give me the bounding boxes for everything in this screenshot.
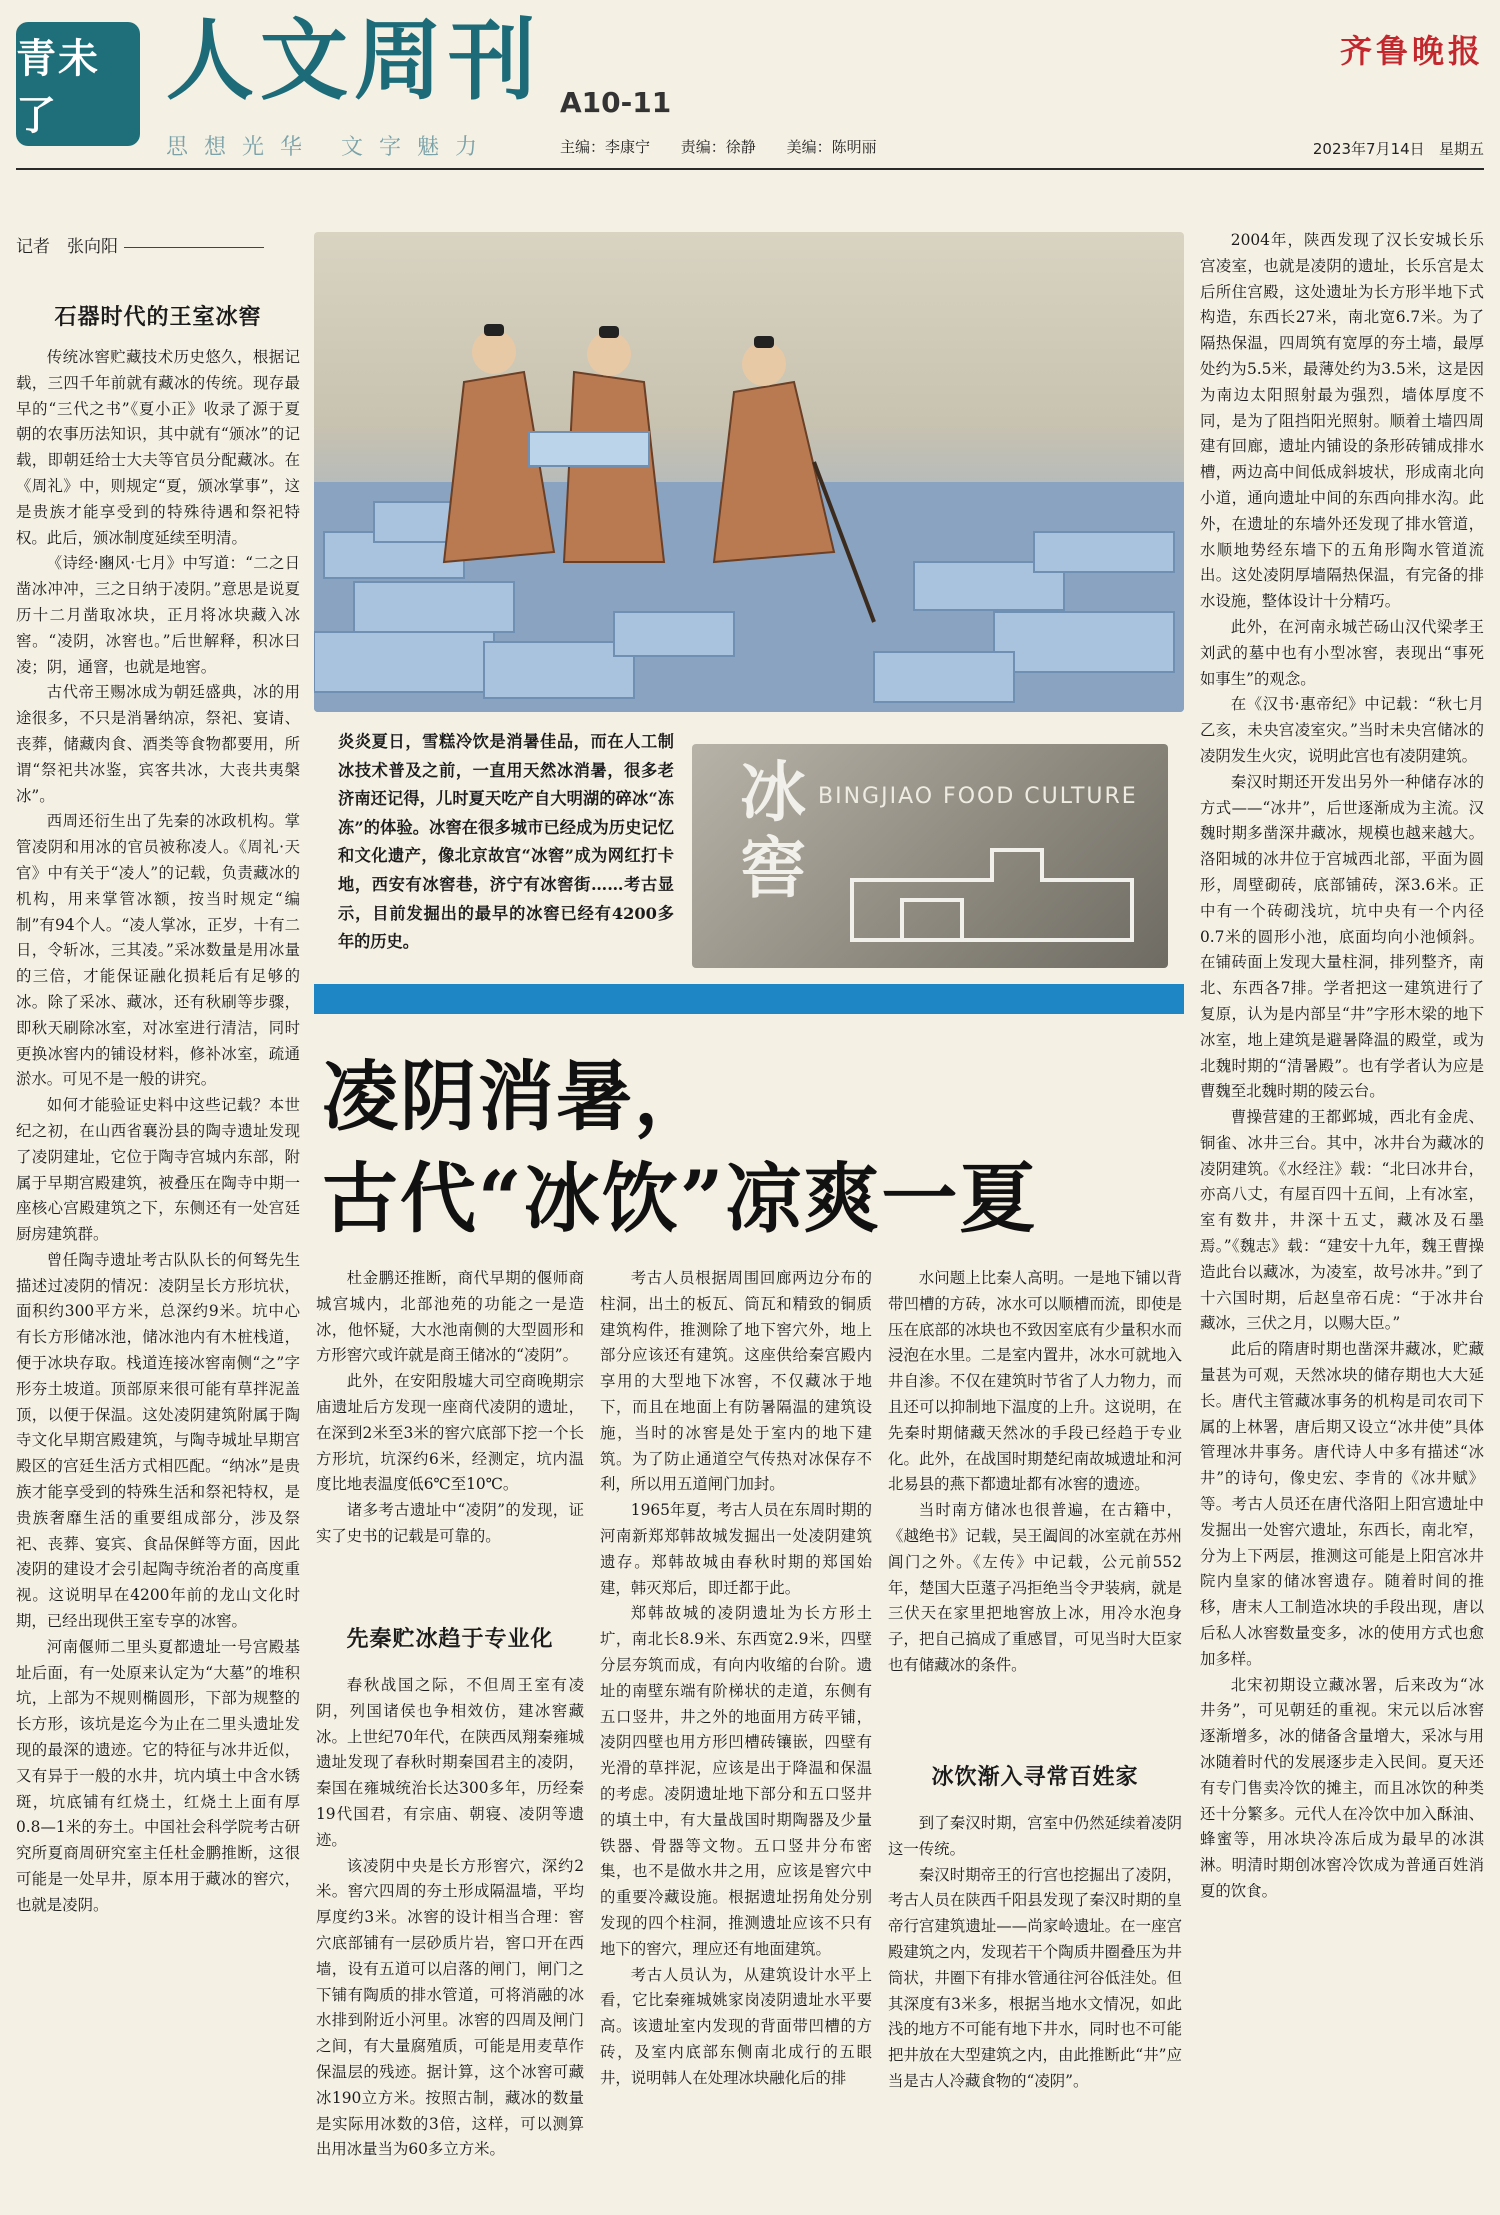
column-2-body — [316, 1266, 584, 1588]
editor-credits — [560, 136, 903, 157]
column-2 — [316, 1266, 584, 2215]
paragraph: 该凌阴中央是长方形窖穴，深约2米。窖穴四周的夯土形成隔温墙，平均厚度约3米。冰窖的设计相当合理：窖穴底部铺有一层砂质片岩，窖口开在西墙，设有五道可以启落的闸门，闸门之下铺有陶质的排水管道，可将消融的冰水排到附近小河里。冰窖的四周及闸门之间，有大量腐殖质，可能是用麦草作保温层的残迹。据计算，这个冰窖可藏冰190立方米。按照古制，藏冰的数量是实际用冰数的3倍，这样，可以测算出用冰量当为60多立方米。 — [316, 1856, 584, 2159]
issue-number: A10-11 — [560, 86, 672, 119]
column-1 — [16, 300, 300, 2205]
sign-chinese-text: 冰窖 — [740, 753, 806, 907]
column-3 — [600, 1266, 872, 2186]
column-3-body — [600, 1266, 872, 2186]
decorative-blue-bar — [314, 984, 1184, 1014]
column-4 — [888, 1266, 1182, 2171]
paragraph: 2004年，陕西发现了汉长安城长乐宫凌室，也就是凌阴的遗址，长乐宫是太后所住宫殿，这处遗址为长方形半地下式构造，东西长27米，南北宽6.7米。为了隔热保温，四周筑有宽厚的夯土墙，最厚处约为5.5米，最薄处约为3.5米，这是因为南边太阳照射最为强烈，墙体厚度不同，是为了阻挡阳光照射。顺着土墙四周建有回廊，遗址内铺设的条形砖铺成排水槽，两边高中间低成斜坡状，形成南北向小道，通向遗址中间的东西向排水沟。此外，在遗址的东墙外还发现了排水管道，水顺地势经东墙下的五角形陶水管道流出。这处凌阴厚墙隔热保温，有完备的排水设施，整体设计十分精巧。 — [1200, 231, 1484, 611]
column-5-body — [1200, 228, 1484, 2186]
paragraph: 此后的隋唐时期也凿深井藏冰，贮藏量甚为可观，天然冰块的储存期也大大延长。唐代主管藏冰事务的机构是司农司下属的上林署，唐后期又设立“冰井使”具体管理冰井事务。唐代诗人中多有描述“冰井”的诗句，像史宏、李肯的《冰井赋》等。考古人员还在唐代洛阳上阳宫遗址中发掘出一处窖穴遗址，东西长，南北窄，分为上下两层，推测这可能是上阳宫冰井院内皇家的储冰窖遗存。随着时间的推移，唐末人工制造冰块的手段出现，唐以后私人冰窖数量变多，冰的使用方式也愈加多样。 — [1200, 1340, 1484, 1668]
paragraph: 北宋初期设立藏冰署，后来改为“冰井务”，可见朝廷的重视。宋元以后冰窖逐渐增多，冰的储备含量增大，采冰与用冰随着时代的发展逐步走入民间。夏天还有专门售卖冷饮的摊主，而且冰饮的种类还十分繁多。元代人在冷饮中加入酥油、蜂蜜等，用冰块冷冻后成为最早的冰淇淋。明清时期创冰窖冷饮成为普通百姓消夏的饮食。 — [1200, 1675, 1484, 1900]
paragraph: 水问题上比秦人高明。一是地下铺以背带凹槽的方砖，冰水可以顺槽而流，即使是压在底部的冰块也不致因室底有少量积水而浸泡在水里。二是室内置井，冰水可就地入井自渗。不仅在建筑时节省了人力物力，而且还可以抑制地下温度的上升。这说明，在先秦时期储藏天然冰的手段已经趋于专业化。此外，在战国时期楚纪南故城遗址和河北易县的燕下都遗址都有冰窖的遗迹。 — [888, 1269, 1182, 1494]
subhead-commoners: 冰饮渐入寻常百姓家 — [931, 1764, 1139, 1790]
dateline — [1313, 138, 1484, 159]
paragraph: 1965年夏，考古人员在东周时期的河南新郑郑韩故城发掘出一处凌阴建筑遗存。郑韩故城由春秋时期的郑国始建，韩灭郑后，即迁都于此。 — [600, 1501, 872, 1597]
paragraph: 考古人员根据周围回廊两边分布的柱洞，出土的板瓦、筒瓦和精致的铜质建筑构件，推测除了地下窖穴外，地上部分应该还有建筑。这座供给秦宫殿内享用的大型地下冰窖，不仅藏冰于地下，而且在地面上有防暑隔温的建筑设施，当时的冰窖是处于室内的地下建筑。为了防止通道空气传热对冰保存不利，所以用五道闸门加封。 — [600, 1269, 872, 1494]
column-4-body-b — [888, 1811, 1182, 2171]
page-title: 人文周刊 — [166, 8, 543, 112]
sign-building-outline — [842, 840, 1142, 950]
byline — [16, 232, 264, 257]
art-editor: 美编：陈明丽 — [786, 138, 877, 156]
paragraph: 此外，在安阳殷墟大司空商晚期宗庙遗址后方发现一座商代凌阴的遗址，在深到2米至3米的窖穴底部下挖一个长方形坑，坑深约6米，经测定，坑内温度比地表温度低6℃至10℃。 — [316, 1372, 584, 1494]
column-2-body-b — [316, 1673, 584, 2215]
paragraph: 如何才能验证史料中这些记载？本世纪之初，在山西省襄汾县的陶寺遗址发现了凌阴建址，它位于陶寺宫城内东部，附属于早期宫殿建筑，被叠压在陶寺中期一座核心宫殿建筑之下，东侧还有一处宫廷厨房建筑群。 — [16, 1096, 300, 1244]
ice-cellar-sign-photo — [692, 744, 1168, 968]
column-4-body — [888, 1266, 1182, 1736]
paragraph: 秦汉时期还开发出另外一种储存冰的方式——“冰井”，后世逐渐成为主流。汉魏时期多凿深井藏冰，规模也越来越大。洛阳城的冰井位于宫城西北部，平面为圆形，周壁砌砖，底部铺砖，深3.6米。正中有一个砖砌浅坑，坑中央有一个内径0.7米的圆形小池，底面均向小池倾斜。在铺砖面上发现大量柱洞，排列整齐，南北、东西各7排。学者把这一建筑进行了复原，认为是内部呈“井”字形木梁的地下冰室，地上建筑是避暑降温的殿堂，或为北魏时期的“清暑殿”。也有学者认为应是曹魏至北魏时期的陵云台。 — [1200, 772, 1484, 1101]
hero-illustration — [314, 232, 1184, 712]
paragraph: 传统冰窖贮藏技术历史悠久，根据记载，三四千年前就有藏冰的传统。现存最早的“三代之书”《夏小正》收录了源于夏朝的农事历法知识，其中就有“颁冰”的记载，即朝廷给士大夫等官员分配藏冰。在《周礼》中，则规定“夏，颁冰掌事”，这是贵族才能享受到的特殊待遇和祭祀特权。此后，颁冰制度延续至明清。 — [16, 348, 300, 547]
paragraph: 曾任陶寺遗址考古队队长的何驽先生描述过凌阴的情况：凌阴呈长方形坑状，面积约300平方米，总深约9米。坑中心有长方形储冰池，储冰池内有木桩栈道，便于冰块存取。栈道连接冰窖南侧“之”字形夯土坡道。顶部原来很可能有草拌泥盖顶，以便于保温。这处凌阴建筑附属于陶寺文化早期宫殿建筑，与陶寺城址早期宫殿区的宫廷生活方式相匹配。“纳冰”是贵族才能享受到的特殊生活和祭祀特权，是贵族奢靡生活的重要组成部分，涉及祭祀、丧葬、宴宾、食品保鲜等方面，因此凌阴的建设才会引起陶寺统治者的高度重视。这说明早在4200年前的龙山文化时期，已经出现供王室专享的冰窖。 — [16, 1250, 300, 1631]
newspaper-brand: 齐鲁晚报 — [1339, 32, 1484, 70]
headline-line-1: 凌阴消暑， — [322, 1052, 712, 1141]
paragraph: 西周还衍生出了先秦的冰政机构。掌管凌阴和用冰的官员被称凌人。《周礼·天官》中有关于“凌人”的记载，负责藏冰的机构，用来掌管冰额，按当时规定“编制”有94个人。“凌人掌冰，正岁，十有二日，令斩冰，三其凌。”采冰数量是用冰量的三倍，才能保证融化损耗后有足够的冰。除了采冰、藏冰，还有秋刷等步骤，即秋天刷除冰室，对冰室进行清洁，同时更换冰窖内的铺设材料，修补冰室，疏通淤水。可见不是一般的讲究。 — [16, 812, 300, 1089]
paragraph: 河南偃师二里头夏都遗址一号宫殿基址后面，有一处原来认定为“大墓”的堆积坑，上部为不规则椭圆形，下部为规整的长方形，该坑是迄今为止在二里头遗址发现的最深的遗迹。它的特征与冰井近似，又有异于一般的水井，坑内填土中含水锈斑，坑底铺有红烧土，红烧土上面有厚0.8—1米的夯土。中国社会科学院考古研究所夏商周研究室主任杜金鹏推断，这很可能是一处早井，原本用于藏冰的窖穴，也就是凌阴。 — [16, 1637, 300, 1914]
column-1-body — [16, 345, 300, 2205]
logo-text: 青未了 — [16, 35, 100, 139]
headline-line-2: 古代“冰饮”凉爽一夏 — [322, 1154, 1038, 1243]
responsible-editor: 责编：徐静 — [680, 138, 756, 156]
paragraph: 杜金鹏还推断，商代早期的偃师商城宫城内，北部池苑的功能之一是造冰，他怀疑，大水池南侧的大型圆形和方形窖穴或许就是商王储冰的“凌阴”。 — [316, 1269, 584, 1365]
paragraph: 春秋战国之际，不但周王室有凌阴，列国诸侯也争相效仿，建冰窖藏冰。上世纪70年代，在陕西凤翔秦雍城遗址发现了春秋时期秦国君主的凌阴，秦国在雍城统治长达300多年，历经秦19代国君，有宗庙、朝寝、凌阴等遗迹。 — [316, 1676, 584, 1849]
slogan: 思想光华 文字魅力 — [166, 135, 493, 160]
paragraph: 《诗经·豳风·七月》中写道：“二之日凿冰冲冲，三之日纳于凌阴。”意思是说夏历十二月凿取冰块，正月将冰块藏入冰窖。“凌阴，冰窖也。”后世解释，积冰曰凌；阴，通窨，也就是地窖。 — [16, 554, 300, 676]
reporter-name: 记者 张向阳 — [16, 237, 118, 257]
sign-english-text: BINGJIAO FOOD CULTURE — [818, 784, 1138, 809]
paragraph: 古代帝王赐冰成为朝廷盛典，冰的用途很多，不只是消暑纳凉，祭祀、宴请、丧葬，储藏肉食、酒类等食物都要用，所谓“祭祀共冰鉴，宾客共冰，大丧共夷槃冰”。 — [16, 683, 300, 805]
weekday: 星期五 — [1438, 140, 1484, 158]
subhead-pre-qin: 先秦贮冰趋于专业化 — [346, 1626, 554, 1652]
subhead-stone-age: 石器时代的王室冰窖 — [54, 304, 262, 330]
paragraph: 曹操营建的王都邺城，西北有金虎、铜雀、冰井三台。其中，冰井台为藏冰的凌阴建筑。《水经注》载：“北曰冰井台，亦高八丈，有屋百四十五间，上有冰室，室有数井，井深十五丈，藏冰及石墨焉。”《魏志》载：“建安十九年，魏王曹操造此台以藏冰，为凌室，故号冰井。”到了十六国时期，后赵皇帝石虎：“于冰井台藏冰，三伏之月，以赐大臣。” — [1200, 1108, 1484, 1333]
paragraph: 在《汉书·惠帝纪》中记载：“秋七月乙亥，未央宫凌室灾。”当时未央宫储冰的凌阴发生火灾，说明此宫也有凌阴建筑。 — [1200, 695, 1484, 765]
header-divider — [16, 168, 1484, 170]
paragraph: 郑韩故城的凌阴遗址为长方形土圹，南北长8.9米、东西宽2.9米，四壁分层夯筑而成，有向内收缩的台阶。遗址的南壁东端有阶梯状的走道，东侧有五口竖井，井之外的地面用方砖平铺，凌阴四壁也用方形凹槽砖镶嵌，四壁有光滑的草拌泥，应该是出于降温和保温的考虑。凌阴遗址地下部分和五口竖井的填土中，有大量战国时期陶器及少量铁器、骨器等文物。五口竖井分布密集，也不是做水井之用，应该是窖穴中的重要冷藏设施。根据遗址拐角处分别发现的四个柱洞，推测遗址应该不只有地下的窖穴，理应还有地面建筑。 — [600, 1604, 872, 1958]
publication-logo — [16, 22, 140, 146]
chief-editor: 主编：李康宁 — [560, 138, 651, 156]
paragraph: 诸多考古遗址中“凌阴”的发现，证实了史书的记载是可靠的。 — [316, 1501, 584, 1545]
paragraph: 考古人员认为，从建筑设计水平上看，它比秦雍城姚家岗凌阴遗址水平要高。该遗址室内发现的背面带凹槽的方砖，及室内底部东侧南北成行的五眼井，说明韩人在处理冰块融化后的排 — [600, 1965, 872, 2087]
column-5 — [1200, 228, 1484, 2186]
ice-workers-illustration — [314, 232, 1184, 712]
headline — [322, 1046, 1037, 1250]
paragraph: 秦汉时期帝王的行宫也挖掘出了凌阴，考古人员在陕西千阳县发现了秦汉时期的皇帝行宫建筑遗址——尚家岭遗址。在一座宫殿建筑之内，发现若干个陶质井圈叠压为井筒状，井圈下有排水管通往河谷低洼处。但其深度有3米多，根据当地水文情况，如此浅的地方不可能有地下井水，同时也不可能把井放在大型建筑之内，由此推断此“井”应当是古人冷藏食物的“凌阴”。 — [888, 1865, 1182, 2090]
intro-summary: 炎炎夏日，雪糕冷饮是消暑佳品，而在人工制冰技术普及之前，一直用天然冰消暑，很多老济南还记得，儿时夏天吃产自大明湖的碎冰“冻冻”的体验。冰窖在很多城市已经成为历史记忆和文化遗产，像北京故宫“冰窖”成为网红打卡地，西安有冰窖巷，济宁有冰窖街……考古显示，目前发掘出的最早的冰窖已经有4200多年的历史。 — [338, 732, 674, 952]
paragraph: 此外，在河南永城芒砀山汉代梁孝王刘武的墓中也有小型冰窖，表现出“事死如事生”的观念。 — [1200, 617, 1484, 688]
paragraph: 到了秦汉时期，宫室中仍然延续着凌阴这一传统。 — [888, 1814, 1182, 1858]
paragraph: 当时南方储冰也很普遍，在古籍中，《越绝书》记载，吴王阖闾的冰室就在苏州阊门之外。《左传》中记载，公元前552年，楚国大臣薳子冯拒绝当令尹装病，就是三伏天在家里把地窖放上冰，用冷水泡身子，把自己搞成了重感冒，可见当时大臣家也有储藏冰的条件。 — [888, 1501, 1182, 1674]
date: 2023年7月14日 — [1312, 140, 1425, 158]
